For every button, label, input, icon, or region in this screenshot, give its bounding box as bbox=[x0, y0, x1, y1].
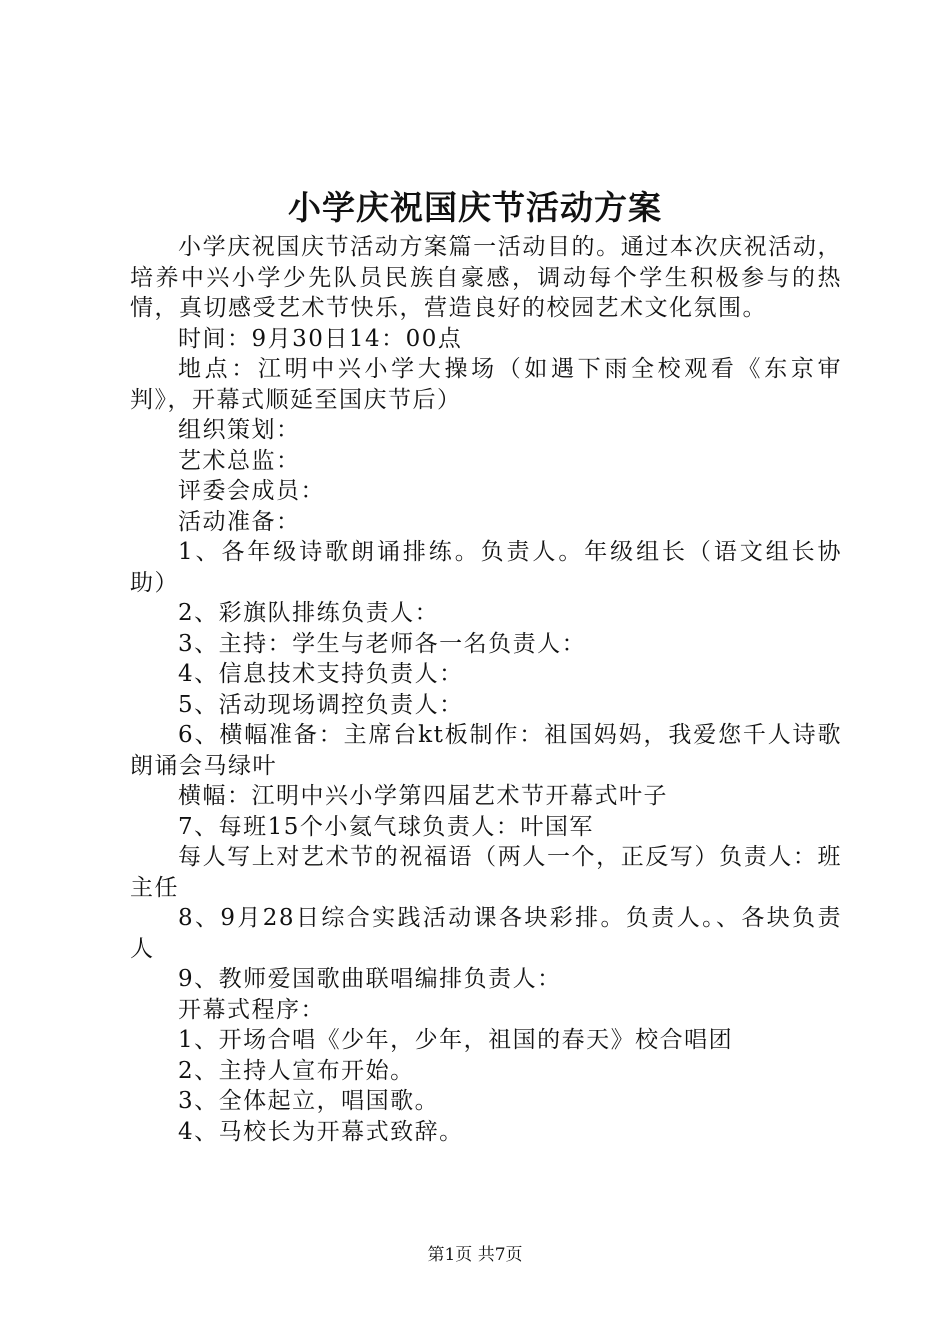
paragraph: 1、开场合唱《少年，少年，祖国的春天》校合唱团 bbox=[178, 1027, 734, 1053]
paragraph: 3、全体起立，唱国歌。 bbox=[178, 1088, 440, 1114]
paragraph: 2、主持人宣布开始。 bbox=[178, 1057, 415, 1084]
page-footer: 第1页 共7页 bbox=[427, 1245, 523, 1265]
paragraph: 时间：9月30日14：00点 bbox=[178, 325, 463, 352]
paragraph: 活动准备： bbox=[178, 508, 301, 535]
paragraph: 艺术总监： bbox=[178, 447, 301, 474]
document-body bbox=[130, 232, 842, 1147]
paragraph: 1、各年级诗歌朗诵排练。负责人。年级组长（语文组长协助） bbox=[130, 539, 842, 596]
paragraph: 评委会成员： bbox=[178, 478, 325, 504]
paragraph: 小学庆祝国庆节活动方案篇一活动目的。通过本次庆祝活动，培养中兴小学少先队员民族自豪感，调动每个学生积极参与的热情，真切感受艺术节快乐，营造良好的校园艺术文化氛围。 bbox=[130, 234, 842, 321]
paragraph: 组织策划： bbox=[178, 417, 301, 443]
paragraph: 3、主持：学生与老师各一名负责人： bbox=[178, 630, 587, 657]
paragraph: 7、每班15个小氦气球负责人：叶国军 bbox=[178, 813, 594, 840]
paragraph: 9、教师爱国歌曲联唱编排负责人： bbox=[178, 966, 562, 992]
paragraph: 地点：江明中兴小学大操场（如遇下雨全校观看《东京审判》，开幕式顺延至国庆节后） bbox=[130, 356, 842, 413]
paragraph: 8、9月28日综合实践活动课各块彩排。负责人。、各块负责人 bbox=[130, 905, 842, 962]
document-title: 小学庆祝国庆节活动方案 bbox=[288, 188, 662, 227]
paragraph: 2、彩旗队排练负责人： bbox=[178, 600, 440, 626]
paragraph: 4、信息技术支持负责人： bbox=[178, 661, 464, 687]
paragraph: 6、横幅准备：主席台kt板制作：祖国妈妈，我爱您千人诗歌朗诵会马绿叶 bbox=[130, 722, 842, 779]
paragraph: 4、马校长为开幕式致辞。 bbox=[178, 1118, 464, 1145]
paragraph: 开幕式程序： bbox=[178, 996, 325, 1023]
paragraph: 5、活动现场调控负责人： bbox=[178, 691, 464, 718]
paragraph: 横幅：江明中兴小学第四届艺术节开幕式叶子 bbox=[178, 783, 668, 809]
paragraph: 每人写上对艺术节的祝福语（两人一个，正反写）负责人：班主任 bbox=[130, 844, 842, 901]
